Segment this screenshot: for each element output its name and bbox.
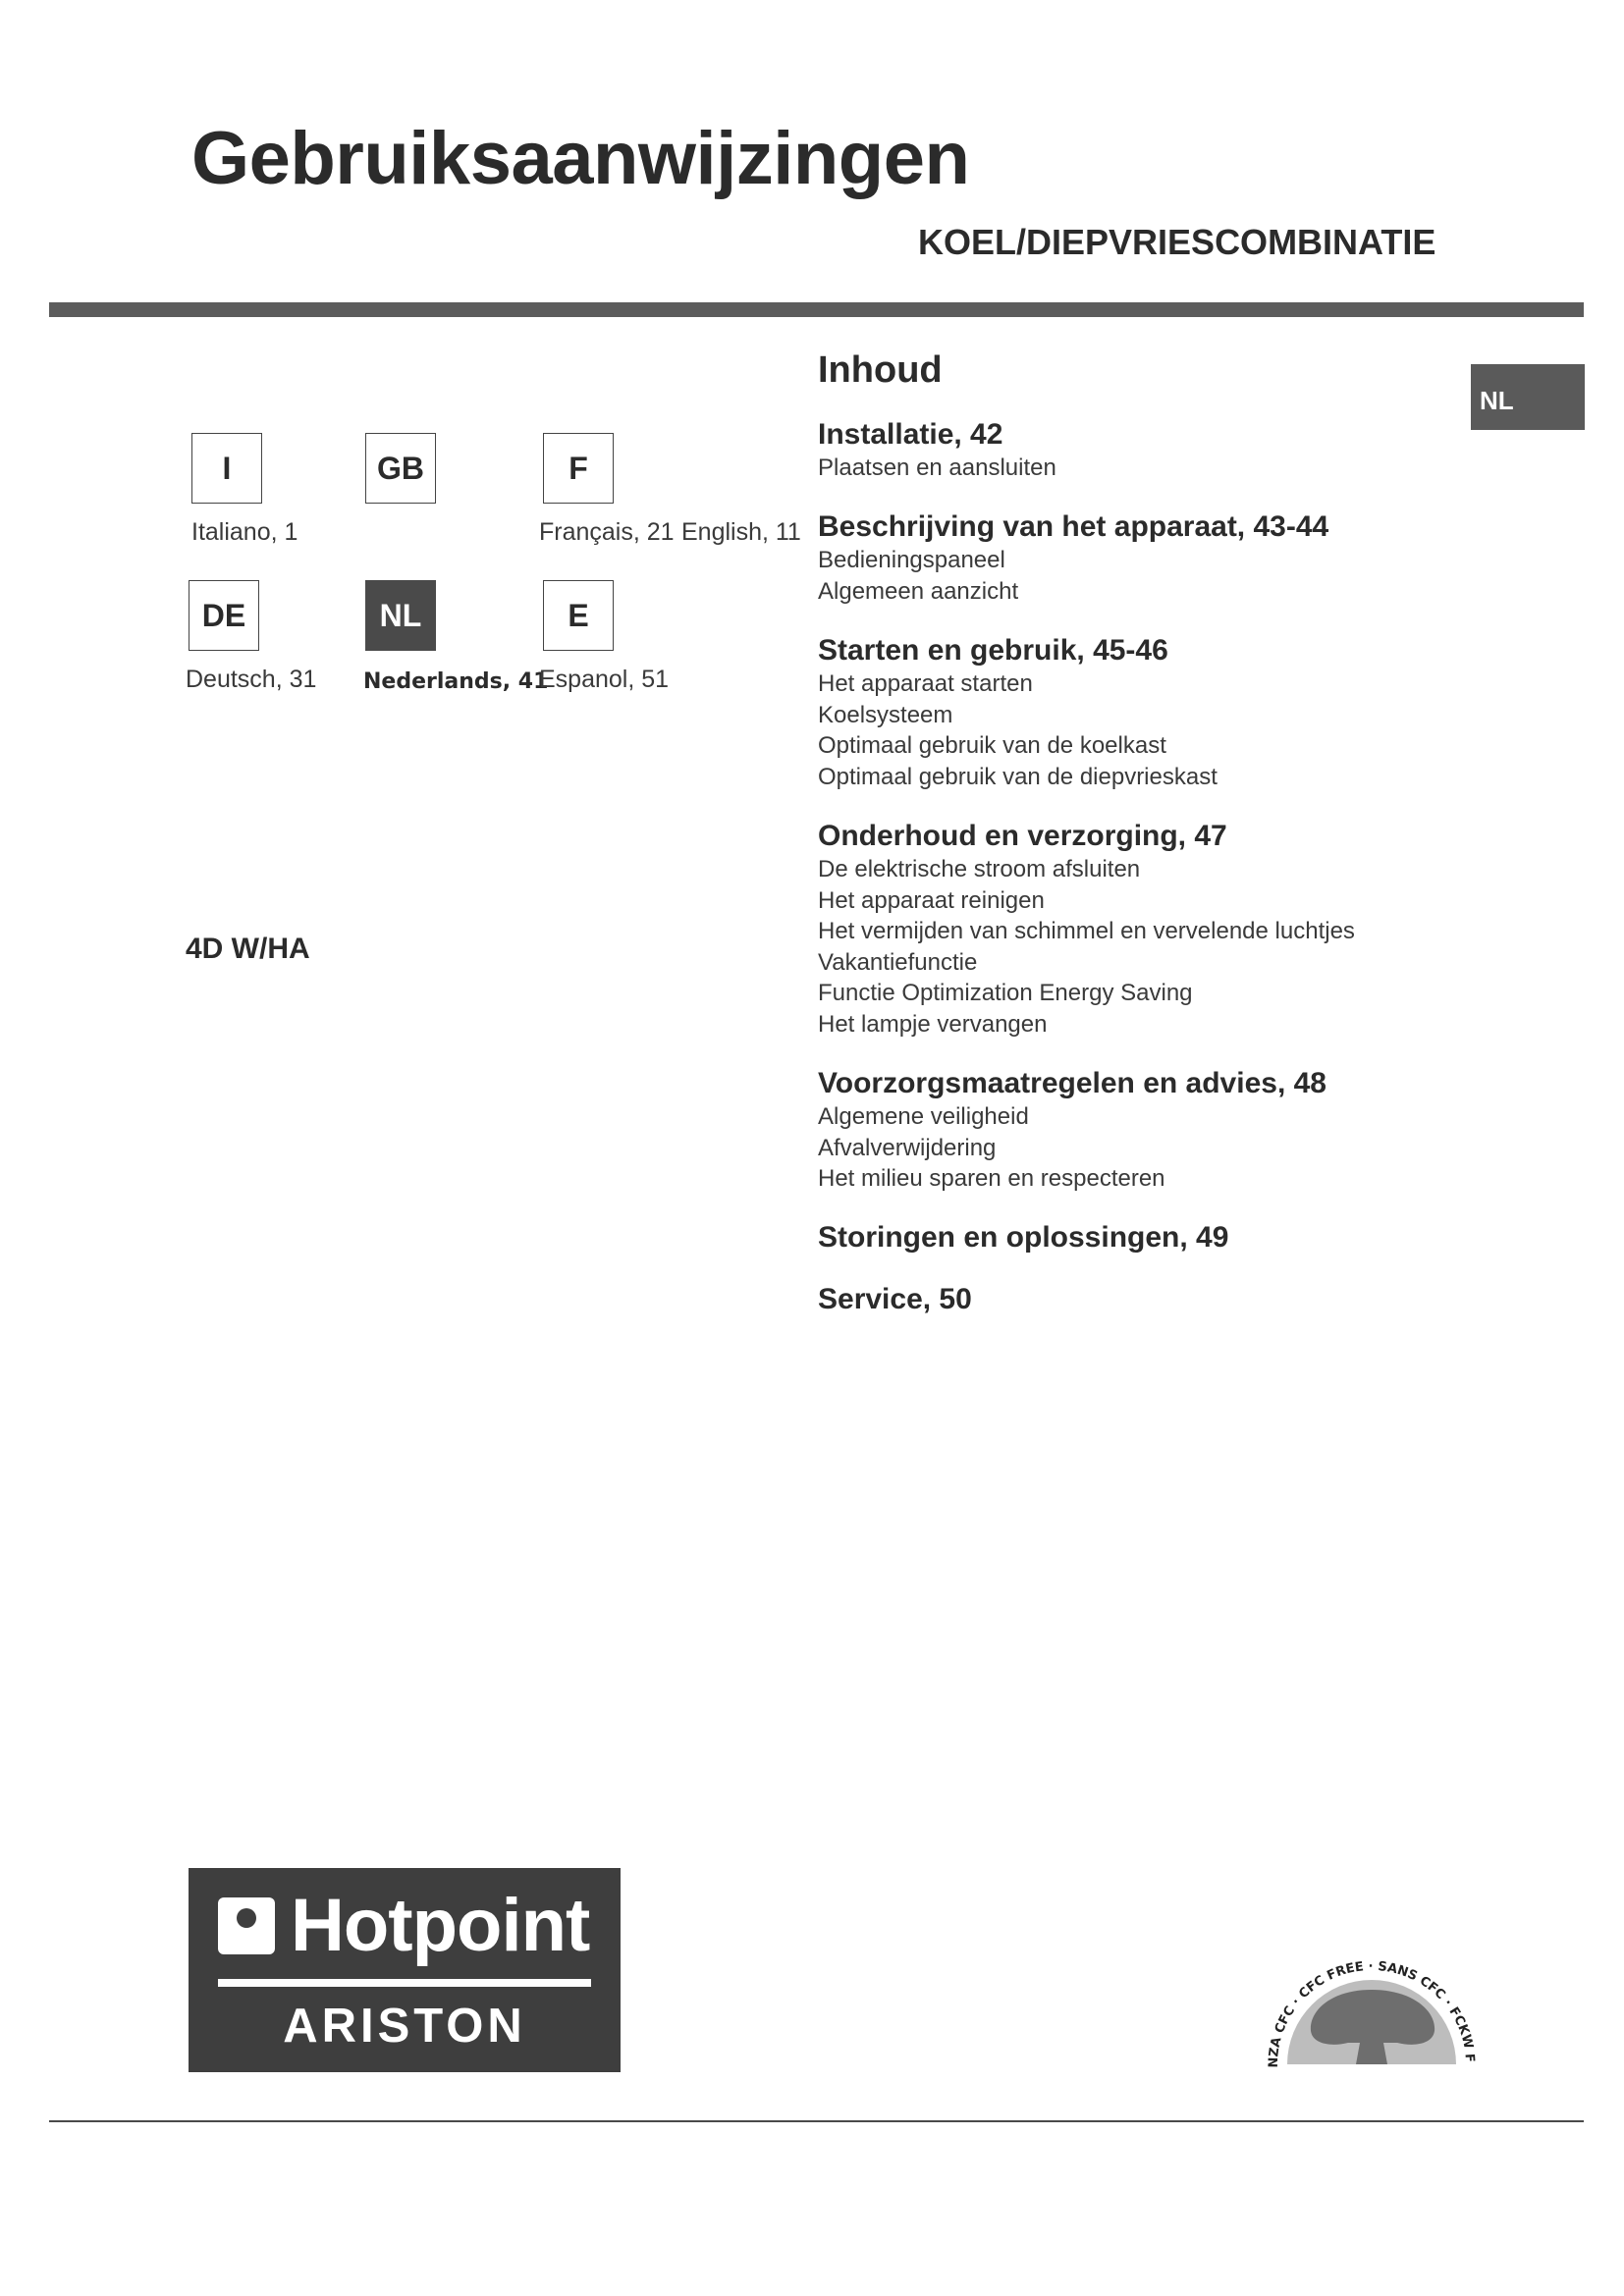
toc-item[interactable]: Optimaal gebruik van de koelkast bbox=[818, 732, 1166, 759]
toc-item[interactable]: Het milieu sparen en respecteren bbox=[818, 1165, 1165, 1192]
language-tab: NL bbox=[1471, 364, 1585, 430]
page-title: Gebruiksaanwijzingen bbox=[191, 117, 970, 200]
toc-item[interactable]: Het vermijden van schimmel en vervelende luchtjes bbox=[818, 918, 1355, 944]
toc-item[interactable]: Het apparaat starten bbox=[818, 670, 1033, 697]
tree-icon bbox=[1254, 1939, 1489, 2076]
lang-box-i[interactable]: I bbox=[191, 433, 262, 504]
toc-item[interactable]: Optimaal gebruik van de diepvrieskast bbox=[818, 763, 1218, 790]
toc-item[interactable]: Vakantiefunctie bbox=[818, 948, 978, 976]
toc-item[interactable]: De elektrische stroom afsluiten bbox=[818, 856, 1141, 882]
toc-heading[interactable]: Beschrijving van het apparaat, 43-44 bbox=[818, 510, 1329, 543]
lang-label-english: English, 11 bbox=[681, 518, 801, 546]
logo-brand-hotpoint: Hotpoint bbox=[291, 1884, 590, 1967]
toc-heading[interactable]: Installatie, 42 bbox=[818, 418, 1003, 451]
lang-label-espanol: Espanol, 51 bbox=[539, 666, 670, 693]
lang-label-deutsch: Deutsch, 31 bbox=[186, 666, 317, 693]
toc-item[interactable]: Het apparaat reinigen bbox=[818, 886, 1045, 914]
lang-label-nederlands: Nederlands, 41 bbox=[363, 669, 549, 694]
header-divider bbox=[49, 302, 1584, 317]
model-number: 4D W/HA bbox=[186, 933, 310, 965]
cfc-free-badge bbox=[1254, 1939, 1489, 2076]
toc-heading[interactable]: Starten en gebruik, 45-46 bbox=[818, 634, 1168, 667]
toc-heading[interactable]: Voorzorgsmaatregelen en advies, 48 bbox=[818, 1067, 1326, 1099]
toc-item[interactable]: Bedieningspaneel bbox=[818, 547, 1005, 573]
toc-section bbox=[818, 1281, 1505, 1317]
toc-item[interactable]: Afvalverwijdering bbox=[818, 1134, 997, 1161]
logo-divider bbox=[218, 1979, 591, 1987]
toc-heading[interactable]: Service, 50 bbox=[818, 1283, 972, 1315]
lang-box-de[interactable]: DE bbox=[189, 580, 259, 651]
hotpoint-mark-icon bbox=[218, 1897, 275, 1954]
lang-label-francais: Français, 21 bbox=[539, 518, 675, 546]
lang-box-nl[interactable]: NL bbox=[365, 580, 436, 651]
footer-divider bbox=[49, 2120, 1584, 2122]
toc-section bbox=[818, 1219, 1505, 1255]
toc-section bbox=[818, 818, 1505, 1040]
toc-item[interactable]: Algemeen aanzicht bbox=[818, 577, 1019, 605]
toc-section bbox=[818, 508, 1505, 607]
lang-box-f[interactable]: F bbox=[543, 433, 614, 504]
toc-item[interactable]: Algemene veiligheid bbox=[818, 1103, 1029, 1130]
toc-section bbox=[818, 1065, 1505, 1195]
lang-label-italiano: Italiano, 1 bbox=[191, 518, 298, 546]
toc-title: Inhoud bbox=[818, 349, 943, 391]
toc-item[interactable]: Plaatsen en aansluiten bbox=[818, 454, 1056, 481]
cfc-badge-text: NZA CFC · CFC FREE · SANS CFC · FCKW F bbox=[1266, 1958, 1478, 2068]
toc-heading[interactable]: Storingen en oplossingen, 49 bbox=[818, 1221, 1229, 1254]
logo-brand-ariston: ARISTON bbox=[283, 2000, 526, 2053]
toc-item[interactable]: Functie Optimization Energy Saving bbox=[818, 980, 1193, 1006]
toc-heading[interactable]: Onderhoud en verzorging, 47 bbox=[818, 820, 1227, 852]
page-subtitle: KOEL/DIEPVRIESCOMBINATIE bbox=[918, 222, 1436, 262]
toc-section bbox=[818, 632, 1505, 792]
hotpoint-ariston-logo bbox=[189, 1868, 621, 2072]
toc-item[interactable]: Koelsysteem bbox=[818, 701, 953, 728]
toc-item[interactable]: Het lampje vervangen bbox=[818, 1010, 1048, 1038]
toc-section bbox=[818, 416, 1505, 484]
lang-box-gb[interactable]: GB bbox=[365, 433, 436, 504]
lang-box-e[interactable]: E bbox=[543, 580, 614, 651]
